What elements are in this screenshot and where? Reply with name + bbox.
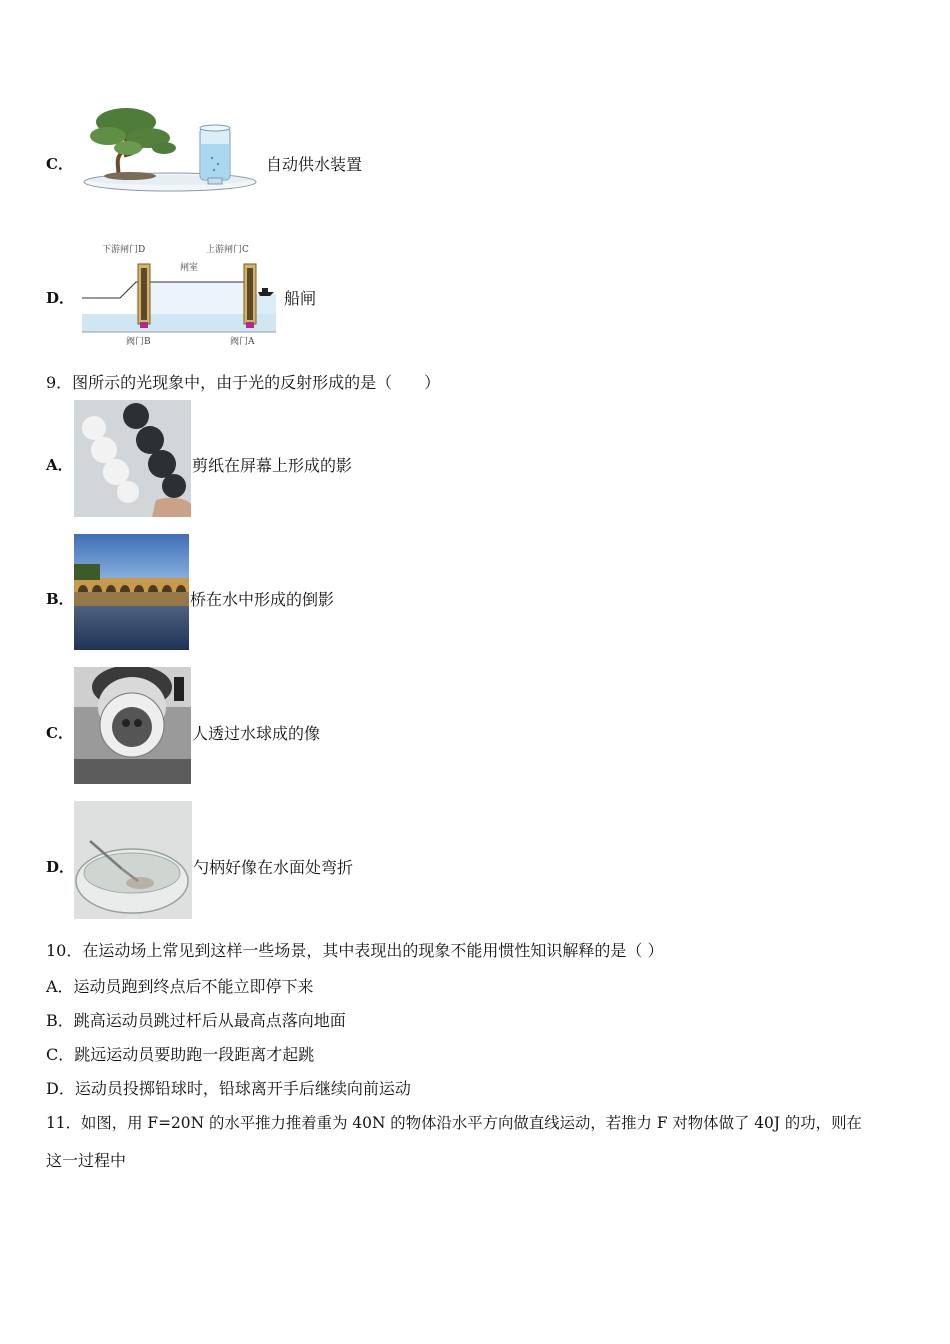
paper-cut-shadow-photo <box>74 400 191 517</box>
option-caption: 剪纸在屏幕上形成的影 <box>192 456 353 475</box>
option-letter: B． <box>46 590 74 608</box>
question-9-stem: 9．图所示的光现象中，由于光的反射形成的是（ ） <box>46 373 441 392</box>
option-letter: D． <box>46 858 75 876</box>
option-caption: 人透过水球成的像 <box>192 724 321 743</box>
option-letter: C． <box>46 724 73 742</box>
option-letter: A． <box>46 456 73 474</box>
bridge-reflection-photo <box>74 534 189 650</box>
question-11-stem-line2: 这一过程中 <box>46 1151 127 1170</box>
option-caption: 勺柄好像在水面处弯折 <box>193 858 354 877</box>
option-line: B．跳高运动员跳过杆后从最高点落向地面 <box>46 1011 346 1030</box>
spoon-bending-photo <box>74 801 192 919</box>
bonsai-water-supply-figure <box>78 100 260 200</box>
option-caption: 桥在水中形成的倒影 <box>190 590 335 609</box>
ship-lock-diagram <box>80 240 278 348</box>
water-ball-image-photo <box>74 667 191 784</box>
option-caption: 船闸 <box>284 289 317 308</box>
option-line: C．跳远运动员要助跑一段距离才起跳 <box>46 1045 315 1064</box>
option-caption: 自动供水装置 <box>266 155 363 174</box>
option-letter: C． <box>46 155 73 173</box>
valve-a-label: 阀门A <box>230 337 255 347</box>
question-11-stem-line1: 11．如图，用 F=20N 的水平推力推着重为 40N 的物体沿水平方向做直线运动，若推力 F 对物体做了 40J 的功，则在 <box>46 1114 862 1132</box>
gate-d-label: 下游闸门D <box>102 245 146 255</box>
option-letter: D． <box>46 289 75 307</box>
chamber-label: 闸室 <box>180 263 199 273</box>
option-line: D．运动员投掷铅球时，铅球离开手后继续向前运动 <box>46 1079 411 1098</box>
question-10-stem: 10．在运动场上常见到这样一些场景，其中表现出的现象不能用惯性知识解释的是（ ） <box>46 941 664 960</box>
valve-b-label: 阀门B <box>126 337 151 347</box>
option-line: A．运动员跑到终点后不能立即停下来 <box>46 977 314 996</box>
gate-c-label: 上游闸门C <box>206 245 249 255</box>
